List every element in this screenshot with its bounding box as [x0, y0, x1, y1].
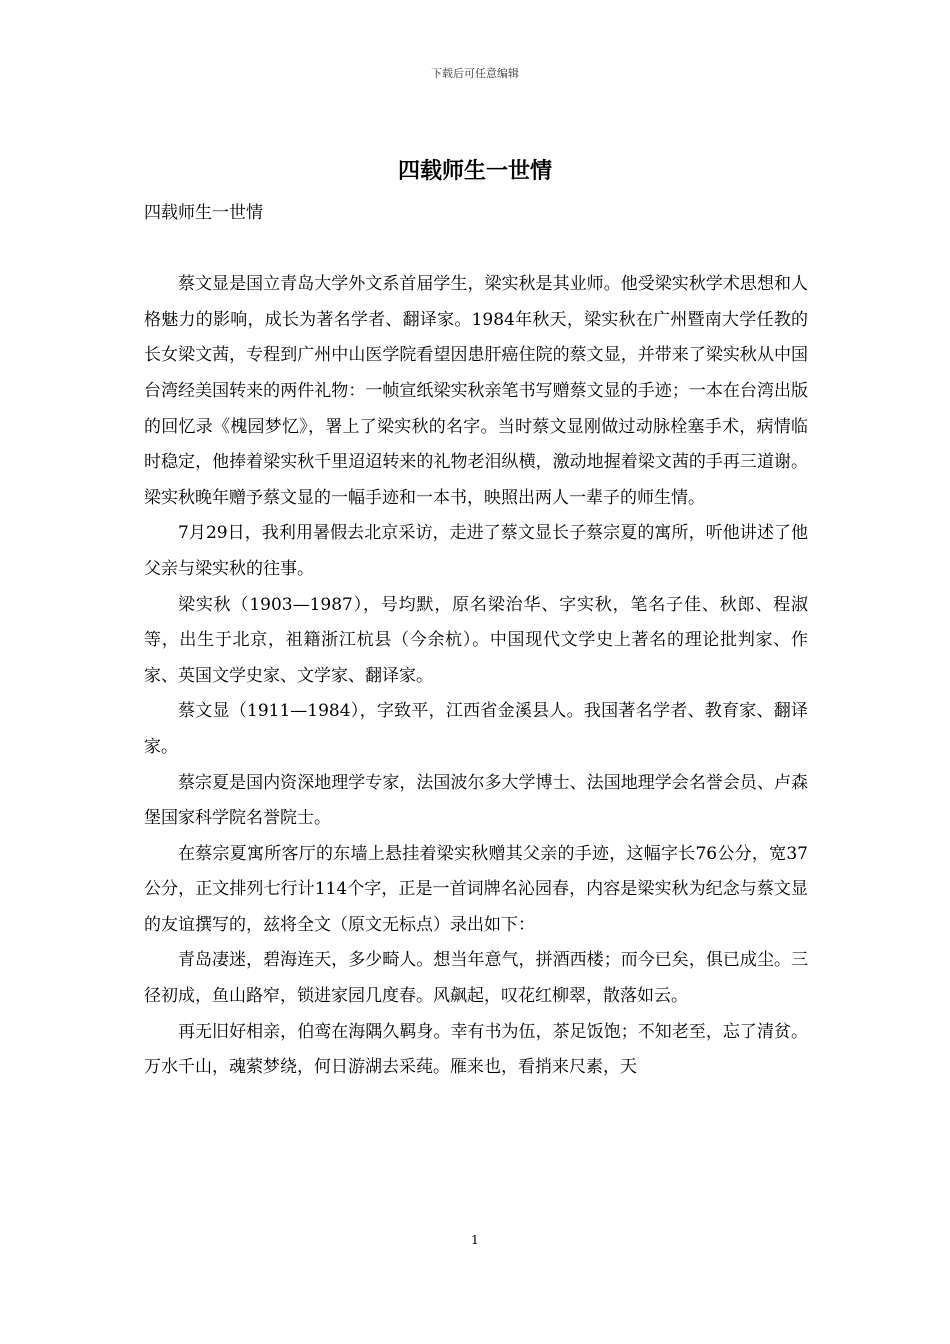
paragraph: 7月29日，我利用暑假去北京采访，走进了蔡文显长子蔡宗夏的寓所，听他讲述了他父亲与梁实秋的往事。	[144, 523, 808, 579]
document-subtitle: 四载师生一世情	[144, 203, 263, 223]
paragraph: 蔡文显（1911—1984），字致平，江西省金溪县人。我国著名学者、教育家、翻译家。	[144, 701, 808, 757]
document-title: 四载师生一世情	[397, 158, 552, 184]
page-number: 1	[471, 1233, 479, 1247]
poem-stanza: 青岛凄迷，碧海连天，多少畸人。想当年意气，拼酒西楼；而今已矣，俱已成尘。三径初成，鱼山路窄，锁进家园几度春。风飙起，叹花红柳翠，散落如云。	[144, 950, 808, 1007]
paragraph: 梁实秋（1903—1987），号均默，原名梁治华、字实秋，笔名子佳、秋郎、程淑等，出生于北京，祖籍浙江杭县（今余杭）。中国现代文学史上著名的理论批判家、作家、英国文学史家、文学家、翻译家。	[144, 594, 808, 686]
document-body	[144, 196, 808, 1086]
header-note: 下载后可任意编辑	[431, 67, 519, 80]
paragraph: 蔡宗夏是国内资深地理学专家，法国波尔多大学博士、法国地理学会名誉会员、卢森堡国家科学院名誉院士。	[144, 772, 808, 829]
poem-stanza: 再无旧好相亲，伯鸾在海隅久羁身。幸有书为伍，茶足饭饱；不知老至，忘了清贫。万水千山，魂萦梦绕，何日游湖去采莼。雁来也，看捎来尺素，天	[144, 1021, 808, 1078]
paragraph: 在蔡宗夏寓所客厅的东墙上悬挂着梁实秋赠其父亲的手迹，这幅字长76公分，宽37公分，正文排列七行计114个字，正是一首词牌名沁园春，内容是梁实秋为纪念与蔡文显的友谊撰写的，兹将全文（原文无标点）录出如下：	[144, 843, 808, 935]
paragraph: 蔡文显是国立青岛大学外文系首届学生，梁实秋是其业师。他受梁实秋学术思想和人格魅力的影响，成长为著名学者、翻译家。1984年秋天，梁实秋在广州暨南大学任教的长女梁文茜，专程到广州中山医学院看望因患肝癌住院的蔡文显，并带来了梁实秋从中国台湾经美国转来的两件礼物：一帧宣纸梁实秋亲笔书写赠蔡文显的手迹；一本在台湾出版的回忆录《槐园梦忆》，署上了梁实秋的名字。当时蔡文显刚做过动脉栓塞手术，病情临时稳定，他捧着梁实秋千里迢迢转来的礼物老泪纵横，激动地握着梁文茜的手再三道谢。梁实秋晚年赠予蔡文显的一幅手迹和一本书，映照出两人一辈子的师生情。	[144, 274, 808, 508]
